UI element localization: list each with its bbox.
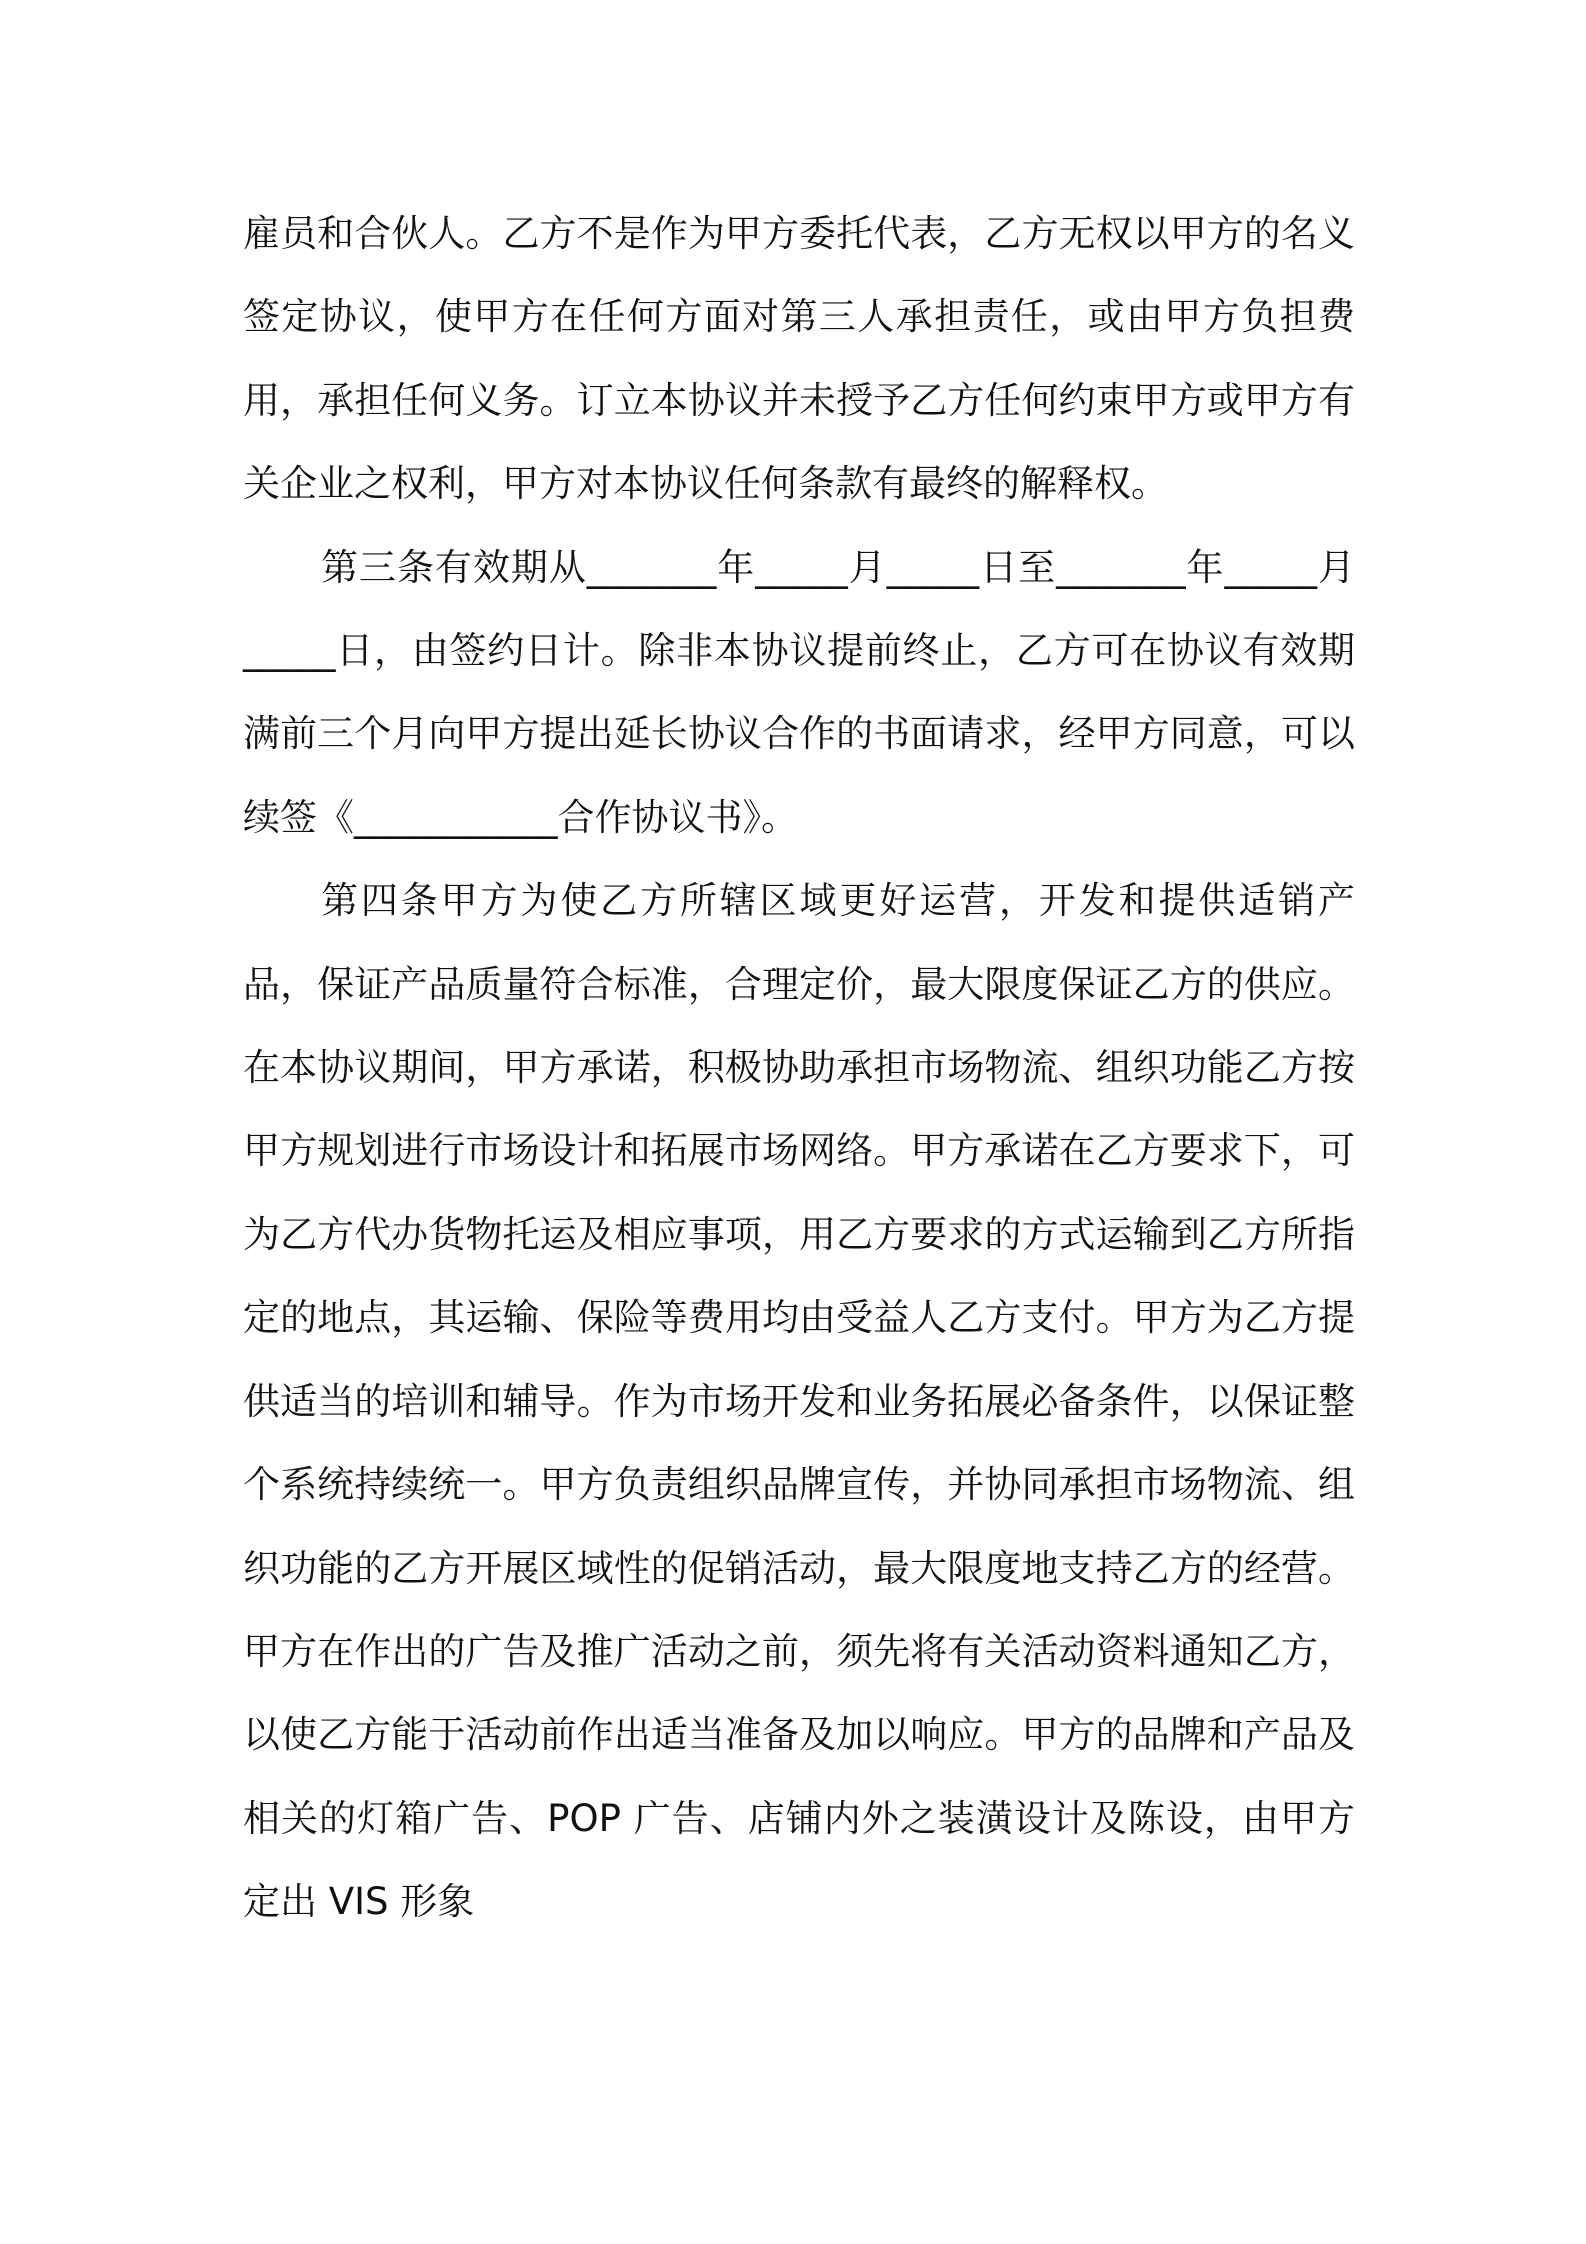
document-body (243, 192, 1355, 1944)
paragraph-article-4: 第四条甲方为使乙方所辖区域更好运营，开发和提供适销产品，保证产品质量符合标准，合理定价，最大限度保证乙方的供应。在本协议期间，甲方承诺，积极协助承担市场物流、组织功能乙方按甲方规划进行市场设计和拓展市场网络。甲方承诺在乙方要求下，可为乙方代办货物托运及相应事项，用乙方要求的方式运输到乙方所指定的地点，其运输、保险等费用均由受益人乙方支付。甲方为乙方提供适当的培训和辅导。作为市场开发和业务拓展必备条件，以保证整个系统持续统一。甲方负责组织品牌宣传，并协同承担市场物流、组织功能的乙方开展区域性的促销活动，最大限度地支持乙方的经营。甲方在作出的广告及推广活动之前，须先将有关活动资料通知乙方，以使乙方能于活动前作出适当准备及加以响应。甲方的品牌和产品及相关的灯箱广告、POP 广告、店铺内外之装潢设计及陈设，由甲方定出 VIS 形象 (243, 879, 1355, 1924)
paragraph-article-3: 第三条有效期从_______年_____月_____日至_______年_____月_____日，由签约日计。除非本协议提前终止，乙方可在协议有效期满前三个月向甲方提出延长协议合作的书面请求，经甲方同意，可以续签《___________合作协议书》。 (243, 545, 1355, 839)
paragraph-continuation: 雇员和合伙人。乙方不是作为甲方委托代表，乙方无权以甲方的名义签定协议，使甲方在任何方面对第三人承担责任，或由甲方负担费用，承担任何义务。订立本协议并未授予乙方任何约束甲方或甲方有关企业之权利，甲方对本协议任何条款有最终的解释权。 (243, 212, 1355, 506)
